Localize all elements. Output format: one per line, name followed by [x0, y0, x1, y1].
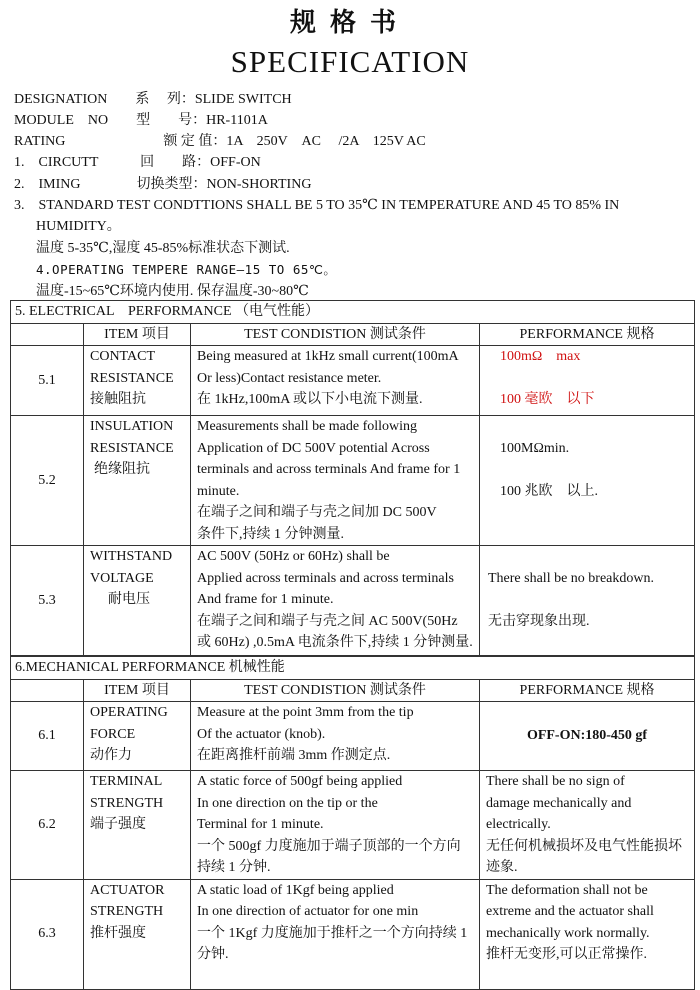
test-conditions-cn-line: 温度 5-35℃,湿度 45-85%标准状态下测试. — [36, 241, 290, 256]
item-label: 推杆强度 — [90, 925, 146, 941]
test-line: 分钟. — [197, 947, 229, 962]
page-title-english: SPECIFICATION — [230, 44, 470, 79]
test-line: Or less)Contact resistance meter. — [197, 370, 382, 386]
test-line: 在距离推杆前端 3mm 作测定点. — [197, 748, 391, 763]
test-line: Measure at the point 3mm from the tip — [197, 705, 414, 720]
test-line: And frame for 1 minute. — [197, 592, 334, 607]
test-line: In one direction on the tip or the — [197, 795, 378, 811]
test-line: A static load of 1Kgf being applied — [197, 882, 394, 898]
row-number: 6.3 — [11, 879, 84, 989]
item-label: VOLTAGE — [90, 570, 154, 586]
item-label: RESISTANCE — [90, 370, 174, 386]
item-label: ACTUATOR — [90, 882, 165, 898]
page-title-chinese: 规格书 — [289, 8, 410, 38]
item-label: 端子强度 — [90, 817, 146, 832]
table-row — [11, 702, 695, 771]
performance-line — [500, 368, 694, 390]
test-line: 在端子之间和端子与壳之间 AC 500V(50Hz — [197, 613, 458, 629]
section-5-title: 5. ELECTRICAL PERFORMANCE （电气性能） — [11, 301, 695, 324]
performance-line: damage mechanically and — [486, 795, 632, 811]
performance-line: 100MΩmin. — [500, 440, 570, 456]
table-header-row — [11, 679, 695, 702]
performance-line: 100mΩ max — [500, 349, 581, 364]
test-line: minute. — [197, 483, 240, 499]
column-header-test: TEST CONDISTION 测试条件 — [191, 323, 480, 346]
table-row — [11, 771, 695, 880]
column-header-item: ITEM 项目 — [84, 323, 191, 346]
performance-line: 100 兆欧 以上. — [500, 483, 598, 499]
performance-line: extreme and the actuator shall — [486, 904, 654, 919]
column-header-performance: PERFORMANCE 规格 — [480, 679, 695, 702]
table-row — [11, 546, 695, 656]
performance-line — [488, 589, 694, 611]
column-header-item: ITEM 项目 — [84, 679, 191, 702]
test-line: 或 60Hz) ,0.5mA 电流条件下,持续 1 分钟测量. — [197, 635, 473, 650]
table-header-row — [11, 323, 695, 346]
table-row — [11, 346, 695, 416]
test-line: 条件下,持续 1 分钟测量. — [197, 526, 344, 542]
timing-line: 2. IMING 切换类型：NON-SHORTING — [14, 177, 312, 192]
item-label: CONTACT — [90, 349, 155, 364]
column-header-performance: PERFORMANCE 规格 — [480, 323, 695, 346]
performance-line: mechanically work normally. — [486, 925, 650, 941]
test-line: 在端子之间和端子与壳之间加 DC 500V — [197, 505, 437, 520]
test-conditions-line: 3. STANDARD TEST CONDTTIONS SHALL BE 5 TO 35℃ IN TEMPERATURE AND 45 TO 85% IN — [14, 198, 620, 213]
row-number: 6.2 — [11, 771, 84, 880]
test-line: AC 500V (50Hz or 60Hz) shall be — [197, 549, 390, 564]
performance-line: OFF-ON:180-450 gf — [526, 728, 648, 744]
performance-line: 100 毫欧 以下 — [500, 392, 595, 407]
item-label: STRENGTH — [90, 795, 164, 811]
test-line: Applied across terminals and across terminals — [197, 570, 454, 586]
electrical-performance-table — [10, 300, 695, 656]
section-6-title: 6.MECHANICAL PERFORMANCE 机械性能 — [11, 657, 695, 680]
table-row — [11, 879, 695, 989]
test-line: Of the actuator (knob). — [197, 726, 326, 742]
mechanical-performance-table — [10, 656, 695, 990]
circuit-line: 1. CIRCUTT 回 路：OFF-ON — [14, 155, 261, 170]
item-label: OPERATING — [90, 705, 168, 720]
item-label: STRENGTH — [90, 904, 164, 919]
performance-line: The deformation shall not be — [486, 882, 648, 898]
item-label: INSULATION — [90, 419, 174, 434]
rating-line: RATING 额 定 值：1A 250V AC /2A 125V AC — [14, 134, 426, 149]
item-label: TERMINAL — [90, 774, 163, 789]
table-row — [11, 416, 695, 546]
column-header-test: TEST CONDISTION 测试条件 — [191, 679, 480, 702]
humidity-line: HUMIDITY。 — [36, 219, 121, 234]
test-line: In one direction of actuator for one min — [197, 904, 419, 919]
test-line: Being measured at 1kHz small current(100mA — [197, 349, 459, 364]
module-line: MODULE NO 型 号：HR-1101A — [14, 113, 268, 128]
item-label: 绝缘阻抗 — [94, 462, 150, 477]
performance-line — [488, 546, 694, 568]
performance-line — [500, 416, 694, 438]
performance-line: 无击穿现象出现. — [488, 613, 590, 629]
performance-line: There shall be no sign of — [486, 774, 625, 789]
test-line: Terminal for 1 minute. — [197, 817, 324, 832]
performance-line: 无任何机械损坏及电气性能损坏 — [486, 838, 682, 854]
test-line: Application of DC 500V potential Across — [197, 440, 430, 456]
item-label: 接触阻抗 — [90, 392, 146, 407]
performance-line: 迹象. — [486, 860, 518, 875]
test-line: A static force of 500gf being applied — [197, 774, 403, 789]
test-line: 一个 500gf 力度施加于端子顶部的一个方向 — [197, 838, 461, 854]
item-label: 耐电压 — [108, 592, 150, 607]
row-number: 6.1 — [11, 702, 84, 771]
row-number: 5.1 — [11, 346, 84, 416]
row-number: 5.3 — [11, 546, 84, 656]
test-line: terminals and across terminals And frame for 1 — [197, 462, 461, 477]
operating-range-line: 4.OPERATING TEMPERE RANGE—15 TO 65℃。 — [36, 262, 337, 277]
test-line: Measurements shall be made following — [197, 419, 418, 434]
operating-range-cn-line: 温度-15~65℃环境内使用. 保存温度-30~80℃ — [36, 284, 309, 299]
performance-line: There shall be no breakdown. — [488, 570, 654, 586]
item-label: WITHSTAND — [90, 549, 173, 564]
item-label: FORCE — [90, 726, 136, 742]
performance-line — [500, 459, 694, 481]
test-line: 在 1kHz,100mA 或以下小电流下测量. — [197, 392, 423, 407]
item-label: 动作力 — [90, 748, 132, 763]
test-line: 持续 1 分钟. — [197, 860, 271, 875]
test-line: 一个 1Kgf 力度施加于推杆之一个方向持续 1 — [197, 925, 468, 941]
row-number: 5.2 — [11, 416, 84, 546]
performance-line: electrically. — [486, 817, 551, 832]
performance-line: 推杆无变形,可以正常操作. — [486, 947, 647, 962]
designation-line: DESIGNATION 系 列：SLIDE SWITCH — [14, 92, 292, 107]
item-label: RESISTANCE — [90, 440, 174, 456]
